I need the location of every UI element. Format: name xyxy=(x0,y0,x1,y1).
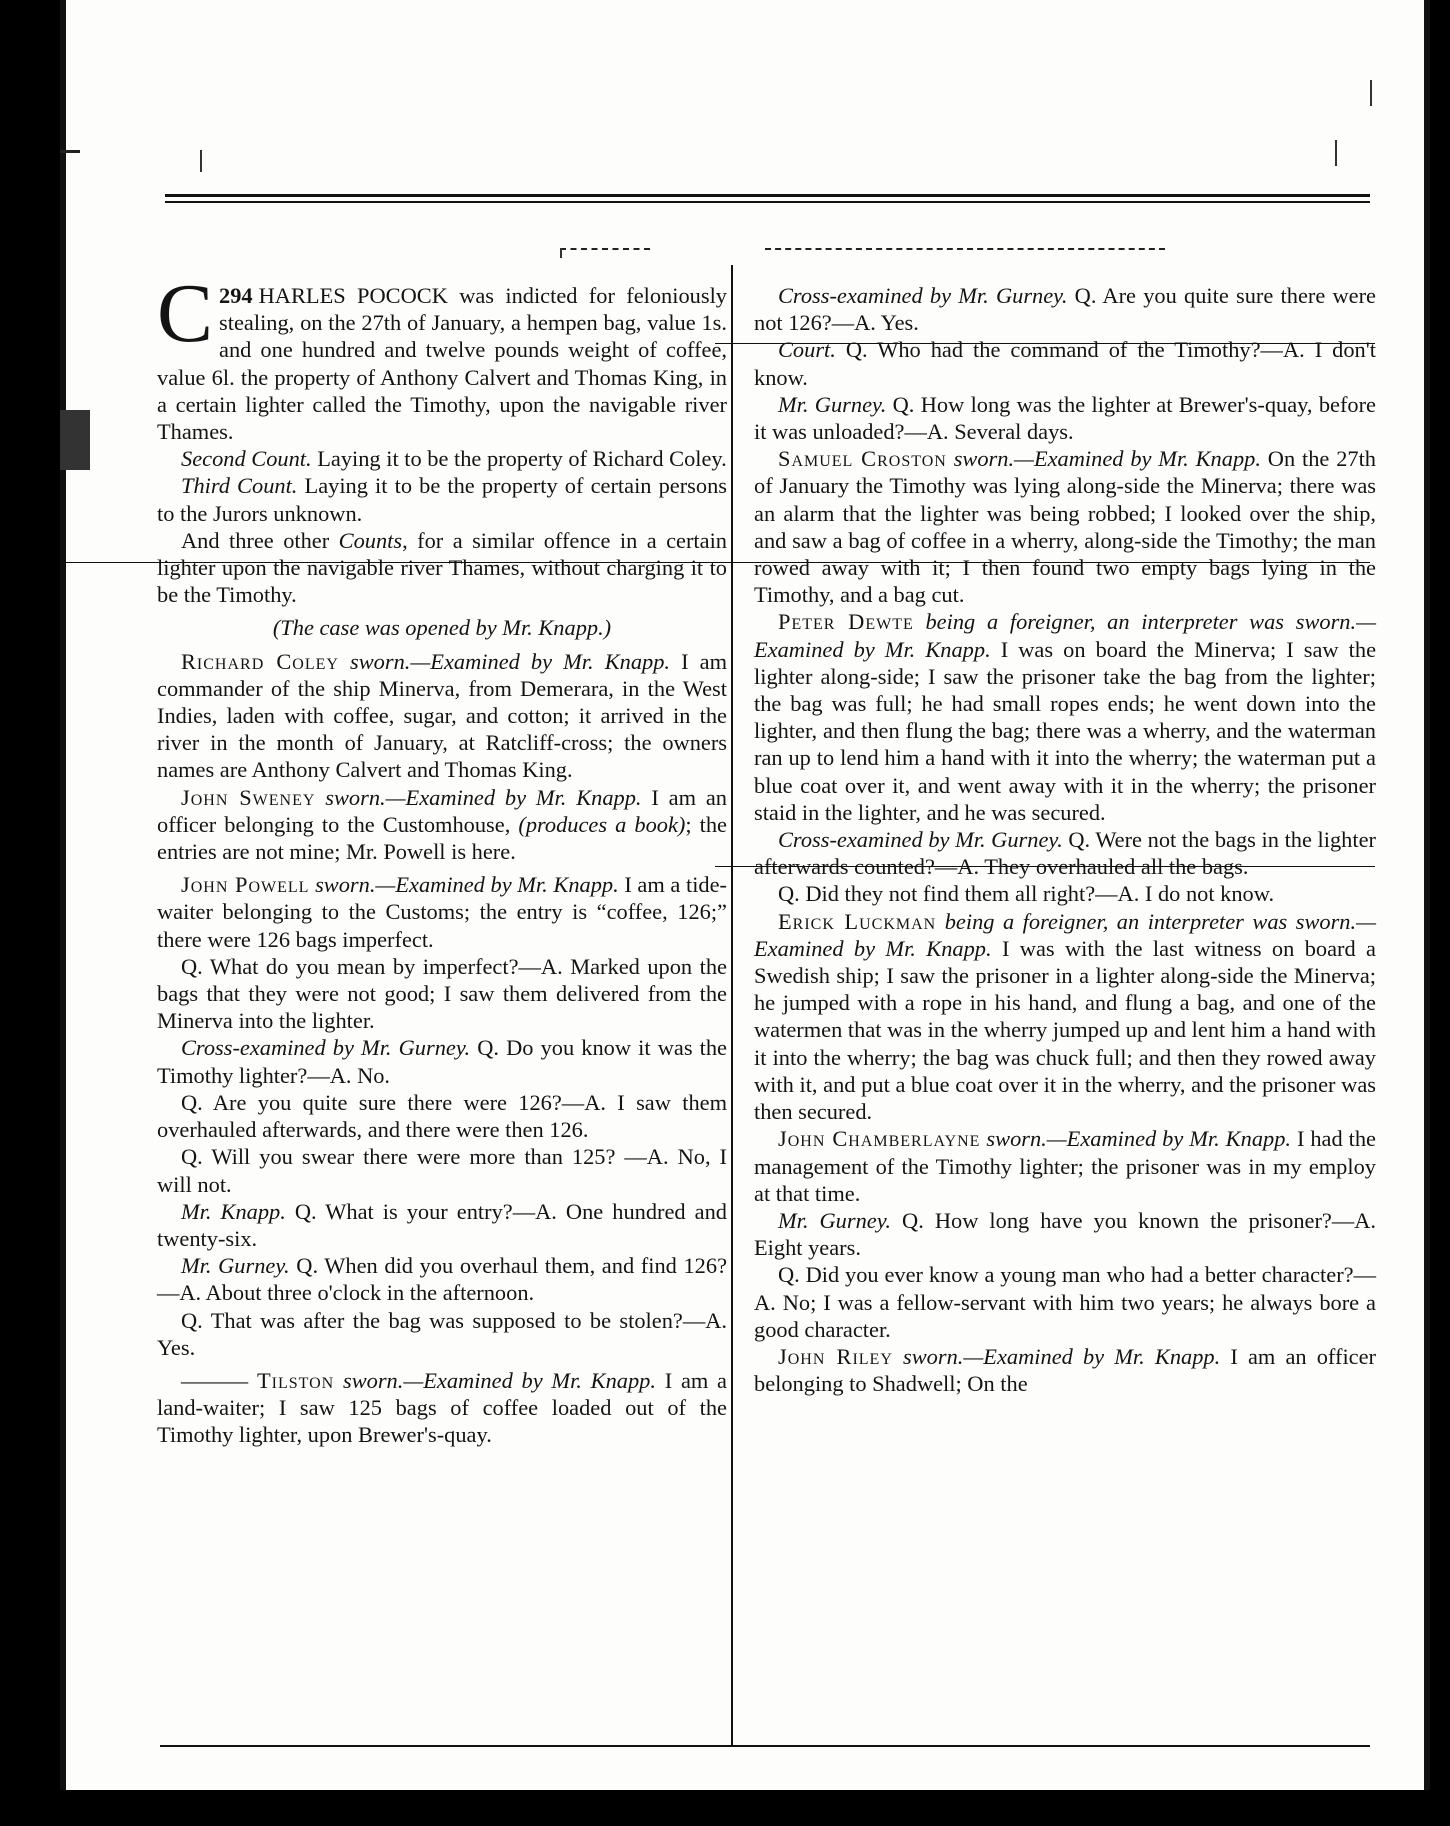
paragraph-tilston xyxy=(157,1367,727,1449)
examiner-label: Cross-examined by Mr. Gurney. xyxy=(181,1035,471,1061)
testimony-text: ; the entries are not mine; Mr. Powell is here. xyxy=(157,811,727,865)
paragraph-question: Q. What do you mean by imperfect?—A. Marked upon the bags that they were not good; I saw them delivered from the Minerva into the lighter. xyxy=(157,953,727,1034)
testimony-text: I had the management of the Timothy lighter; the prisoner was in my employ at that time. xyxy=(754,1126,1376,1206)
examiner-label: Court. xyxy=(778,337,836,363)
sworn-note: sworn.—Examined by Mr. Knapp. xyxy=(946,446,1261,472)
witness-name: Erick Luckman xyxy=(778,908,937,934)
margin-mark xyxy=(200,150,202,172)
testimony-text: Q. How long was the lighter at Brewer's-quay, before it was unloaded?—A. Several days. xyxy=(754,391,1376,445)
drop-cap: C xyxy=(157,267,214,360)
witness-name: Richard Coley xyxy=(181,648,339,674)
margin-mark xyxy=(1370,80,1372,106)
paragraph-second-count xyxy=(157,445,727,472)
sworn-note: sworn.—Examined by Mr. Knapp. xyxy=(892,1343,1221,1369)
counts-text-a: And three other xyxy=(181,527,339,553)
paragraph-samuel-croston xyxy=(754,445,1376,608)
paragraph-mr-gurney xyxy=(157,1252,727,1306)
paragraph-third-count xyxy=(157,472,727,526)
document-page xyxy=(60,0,1430,1790)
produces-book-note: (produces a book) xyxy=(518,811,686,837)
sworn-note: sworn.—Examined by Mr. Knapp. xyxy=(309,872,619,898)
sworn-note: sworn.—Examined by Mr. Knapp. xyxy=(980,1126,1291,1152)
paragraph-other-counts xyxy=(157,527,727,609)
margin-mark xyxy=(1335,140,1337,166)
column-divider xyxy=(731,265,733,1745)
sworn-note: sworn.—Examined by Mr. Knapp. xyxy=(338,648,671,674)
testimony-text: Q. Were not the bags in the lighter afterwards counted?—A. They overhauled all the bags. xyxy=(754,827,1376,880)
testimony-text: I am an officer belonging to Shadwell; On the xyxy=(754,1343,1376,1397)
testimony-text: I am commander of the ship Minerva, from Demerara, in the West Indies, laden with coffee, sugar, and cotton; it arrived in the river in the month of January, at Ratcliff-cross; the owners names are Anthony Calvert and Thomas King. xyxy=(157,648,727,783)
paragraph-john-riley xyxy=(754,1343,1376,1397)
paragraph-cross-examined xyxy=(754,282,1376,336)
testimony-text: I was on board the Minerva; I saw the lighter along-side; I saw the prisoner take the bag from the lighter; the bag was full; he had small ropes ends; he went down into the lighter, and then flung the bag; there was a wherry, and the waterman ran up to lend him a hand with it into the wherry; the waterman put a blue coat over it, and went away with it in the wherry; the prisoner staid in the lighter, and he was secured. xyxy=(754,636,1377,825)
indictment-text: HARLES POCOCK was indicted for feloniously stealing, on the 27th of January, a hempen bag, value 1s. and one hundred and twelve pounds weight of coffee, value 6l. the property of Anthony Calvert and Thomas King, in a certain lighter called the Timothy, upon the navigable river Thames. xyxy=(157,283,727,445)
page-right-edge xyxy=(1424,0,1430,1790)
testimony-text: Q. When did you overhaul them, and find 126?—A. About three o'clock in the afternoon. xyxy=(157,1253,728,1306)
paragraph-john-chamberlayne xyxy=(754,1125,1376,1207)
page-number: 294 xyxy=(219,283,253,308)
witness-name: Samuel Croston xyxy=(778,446,947,472)
paragraph-mr-gurney xyxy=(754,1207,1376,1261)
scan-bottom-border xyxy=(0,1790,1450,1826)
paragraph-question: Q. Did they not find them all right?—A. I do not know. xyxy=(778,881,1275,907)
witness-name: John Sweney xyxy=(181,784,316,810)
testimony-text: I am a land-waiter; I saw 125 bags of coffee loaded out of the Timothy lighter, upon Brewer's-quay. xyxy=(157,1367,727,1448)
examiner-label: Mr. Knapp. xyxy=(181,1198,286,1224)
header-dash-left xyxy=(560,248,650,251)
testimony-text: I am a tide-waiter belonging to the Customs; the entry is “coffee, 126;” there were 126 bags imperfect. xyxy=(157,872,728,952)
paragraph-cross-examined xyxy=(754,826,1376,880)
header-dash-right xyxy=(765,248,1165,251)
witness-name: John Riley xyxy=(778,1343,893,1369)
witness-name: John Chamberlayne xyxy=(778,1126,981,1152)
examiner-label: Cross-examined by Mr. Gurney. xyxy=(778,827,1063,853)
witness-name: John Powell xyxy=(181,872,310,898)
paragraph-erick-luckman xyxy=(754,908,1376,1126)
sworn-note: sworn.—Examined by Mr. Knapp. xyxy=(315,784,642,810)
left-column xyxy=(157,267,728,1449)
counts-text-c: , for a similar offence in a certain lighter upon the navigable river Thames, without charging it to be the Timothy. xyxy=(157,527,727,608)
paragraph-john-sweney xyxy=(157,784,727,866)
testimony-text: On the 27th of January the Timothy was lying along-side the Minerva; there was an alarm that the lighter was being robbed; I looked over the ship, and saw a bag of coffee in a wherry, along-side the Timothy; the man rowed away with it; I then found two empty bags lying in the Timothy, and a bag cut. xyxy=(754,446,1376,608)
case-opened-note: (The case was opened by Mr. Knapp.) xyxy=(272,615,612,641)
testimony-text: Q. What is your entry?—A. One hundred and twenty-six. xyxy=(157,1198,727,1251)
examiner-label: Cross-examined by Mr. Gurney. xyxy=(778,283,1068,308)
blank-dash: ——— xyxy=(181,1367,257,1393)
count-label: Third Count. xyxy=(181,473,298,499)
sworn-note: sworn.—Examined by Mr. Knapp. xyxy=(334,1367,656,1393)
paragraph-question: Q. Are you quite sure there were 126?—A. I saw them overhauled afterwards, and there were then 126. xyxy=(157,1089,727,1143)
testimony-text: Q. Do you know it was the Timothy lighter?—A. No. xyxy=(157,1035,727,1088)
scan-line xyxy=(160,1745,1370,1747)
paragraph-question: Q. Will you swear there were more than 125? —A. No, I will not. xyxy=(157,1144,727,1197)
paragraph-court xyxy=(754,336,1376,390)
scan-smudge xyxy=(60,410,90,470)
witness-name: Peter Dewte xyxy=(778,609,914,635)
paragraph-cross-examined xyxy=(157,1034,727,1088)
examiner-label: Mr. Gurney. xyxy=(181,1253,290,1279)
paragraph-question: Q. Did you ever know a young man who had a better character?—A. No; I was a fellow-servant with him two years; he always bore a good character. xyxy=(754,1262,1376,1342)
header-rule-top xyxy=(165,194,1370,197)
paragraph-question: Q. That was after the bag was supposed to be stolen?—A. Yes. xyxy=(157,1307,727,1360)
witness-name: Tilston xyxy=(256,1367,335,1393)
sworn-note: being a foreigner, an interpreter was sworn.—Examined by Mr. Knapp. xyxy=(754,609,1376,662)
paragraph-indictment xyxy=(157,267,727,445)
testimony-text: I was with the last witness on board a Swedish ship; I saw the prisoner in a lighter along-side the Minerva; he jumped with a rope in his hand, and flung a bag, and one of the watermen that was in the wherry jumped up and lent him a hand with it into the wherry; the bag was chuck full; and then they rowed away with it, and put a blue coat over it in the wherry, and the prisoner was then secured. xyxy=(754,935,1376,1125)
sworn-note: being a foreigner, an interpreter was sworn.—Examined by Mr. Knapp. xyxy=(754,908,1376,961)
count-label: Second Count. xyxy=(181,446,312,472)
testimony-text: Q. Are you quite sure there were not 126?—A. Yes. xyxy=(754,283,1376,336)
page-left-edge xyxy=(60,0,66,1790)
counts-word: Counts xyxy=(338,527,403,553)
count-text: Laying it to be the property of certain persons to the Jurors unknown. xyxy=(157,473,727,526)
paragraph-peter-dewte xyxy=(754,608,1376,826)
paragraph-mr-knapp xyxy=(157,1198,727,1252)
paragraph-richard-coley xyxy=(157,648,727,784)
margin-mark xyxy=(560,248,562,258)
testimony-text: Q. How long have you known the prisoner?—A. Eight years. xyxy=(754,1207,1377,1261)
paragraph-mr-gurney xyxy=(754,391,1376,445)
examiner-label: Mr. Gurney. xyxy=(778,391,887,417)
scan-smudge xyxy=(60,150,80,153)
testimony-text: Q. Who had the command of the Timothy?—A. I don't know. xyxy=(754,337,1376,390)
right-column xyxy=(754,282,1376,1397)
header-rule-bottom xyxy=(165,201,1370,203)
paragraph-john-powell xyxy=(157,871,727,953)
examiner-label: Mr. Gurney. xyxy=(778,1207,892,1233)
testimony-text: I am an officer belonging to the Customhouse, xyxy=(157,784,728,837)
count-text: Laying it to be the property of Richard Coley. xyxy=(311,446,727,472)
